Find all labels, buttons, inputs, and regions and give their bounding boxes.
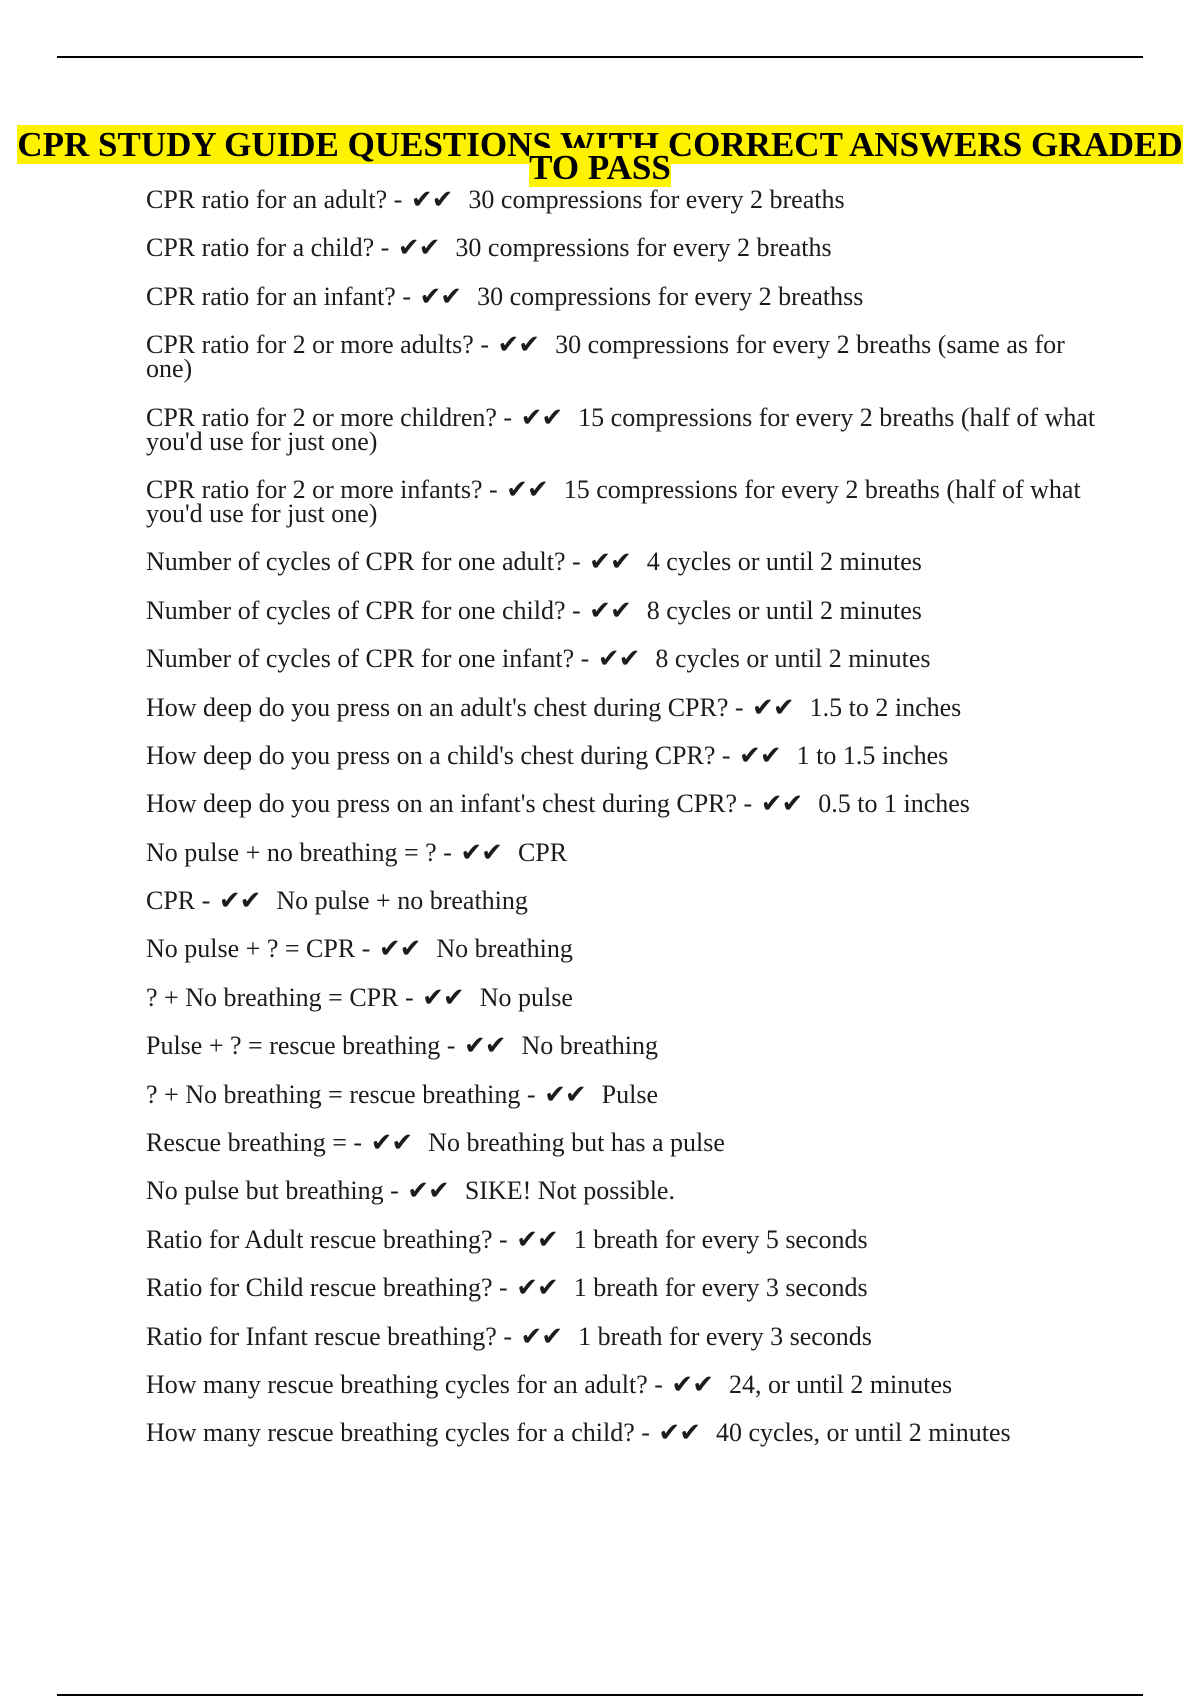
double-check-icon: ✔✔ bbox=[671, 1369, 713, 1399]
qa-item bbox=[146, 1273, 1096, 1303]
question-text: CPR ratio for a child? - bbox=[146, 233, 390, 263]
answer-text: 1 breath for every 3 seconds bbox=[578, 1321, 872, 1351]
qa-item bbox=[146, 1418, 1096, 1448]
qa-item bbox=[146, 330, 1096, 384]
page-title bbox=[0, 125, 1200, 187]
double-check-icon: ✔✔ bbox=[410, 185, 453, 214]
question-text: No pulse + no breathing = ? - bbox=[146, 837, 452, 867]
qa-item bbox=[146, 1369, 1096, 1399]
qa-item bbox=[146, 595, 1096, 625]
question-text: CPR ratio for 2 or more infants? - bbox=[146, 474, 498, 504]
qa-item bbox=[146, 1079, 1096, 1109]
double-check-icon: ✔✔ bbox=[760, 789, 803, 819]
double-check-icon: ✔✔ bbox=[422, 982, 464, 1012]
question-text: Ratio for Adult rescue breathing? - bbox=[146, 1224, 508, 1254]
answer-text: 40 cycles, or until 2 minutes bbox=[715, 1418, 1011, 1448]
qa-item bbox=[146, 644, 1096, 674]
double-check-icon: ✔✔ bbox=[460, 837, 502, 867]
top-rule bbox=[57, 56, 1143, 58]
page-title-text: CPR STUDY GUIDE QUESTIONS WITH CORRECT ANSWERS GRADED TO PASS bbox=[17, 125, 1183, 187]
qa-item bbox=[146, 1128, 1096, 1158]
double-check-icon: ✔✔ bbox=[516, 1224, 558, 1254]
double-check-icon: ✔✔ bbox=[463, 1031, 506, 1061]
question-text: How many rescue breathing cycles for a child? - bbox=[146, 1418, 650, 1448]
double-check-icon: ✔✔ bbox=[589, 595, 631, 625]
answer-text: No breathing bbox=[436, 934, 573, 964]
answer-text: No breathing bbox=[521, 1031, 658, 1061]
answer-text: 1 breath for every 5 seconds bbox=[573, 1224, 868, 1254]
double-check-icon: ✔✔ bbox=[497, 330, 540, 360]
question-text: No pulse + ? = CPR - bbox=[146, 934, 371, 964]
qa-item bbox=[146, 547, 1096, 577]
double-check-icon: ✔✔ bbox=[544, 1079, 586, 1109]
double-check-icon: ✔✔ bbox=[506, 474, 548, 504]
answer-text: No breathing but has a pulse bbox=[428, 1128, 725, 1158]
qa-item bbox=[146, 886, 1096, 916]
answer-text: No pulse bbox=[479, 982, 573, 1012]
qa-item bbox=[146, 402, 1096, 456]
qa-item bbox=[146, 185, 1096, 214]
qa-item bbox=[146, 1321, 1096, 1351]
answer-text: SIKE! Not possible. bbox=[464, 1176, 675, 1206]
double-check-icon: ✔✔ bbox=[520, 1321, 563, 1351]
question-text: CPR - bbox=[146, 886, 211, 916]
qa-item bbox=[146, 1224, 1096, 1254]
answer-text: 1 breath for every 3 seconds bbox=[573, 1273, 868, 1303]
answer-text: 15 compressions for every 2 breaths (half of what you'd use for just one) bbox=[146, 474, 1081, 528]
question-text: ? + No breathing = rescue breathing - bbox=[146, 1079, 536, 1109]
double-check-icon: ✔✔ bbox=[397, 233, 440, 263]
question-text: CPR ratio for 2 or more children? - bbox=[146, 402, 513, 432]
question-text: How deep do you press on an infant's chest during CPR? - bbox=[146, 789, 753, 819]
double-check-icon: ✔✔ bbox=[658, 1418, 700, 1448]
double-check-icon: ✔✔ bbox=[520, 402, 563, 432]
qa-item bbox=[146, 233, 1096, 263]
question-text: How many rescue breathing cycles for an adult? - bbox=[146, 1369, 663, 1399]
qa-item bbox=[146, 789, 1096, 819]
answer-text: Pulse bbox=[601, 1079, 658, 1109]
question-text: Pulse + ? = rescue breathing - bbox=[146, 1031, 456, 1061]
question-text: How deep do you press on a child's chest during CPR? - bbox=[146, 740, 731, 770]
answer-text: No pulse + no breathing bbox=[276, 886, 528, 916]
qa-item bbox=[146, 474, 1096, 528]
answer-text: 0.5 to 1 inches bbox=[818, 789, 970, 819]
answer-text: 1 to 1.5 inches bbox=[796, 740, 949, 770]
answer-text: 24, or until 2 minutes bbox=[728, 1369, 953, 1399]
answer-text: 30 compressions for every 2 breathss bbox=[477, 281, 864, 311]
answer-text: 4 cycles or until 2 minutes bbox=[646, 547, 922, 577]
question-text: Number of cycles of CPR for one child? - bbox=[146, 595, 581, 625]
qa-item bbox=[146, 1176, 1096, 1206]
bottom-rule bbox=[57, 1694, 1143, 1696]
double-check-icon: ✔✔ bbox=[378, 934, 421, 964]
question-text: How deep do you press on an adult's chest during CPR? - bbox=[146, 692, 744, 722]
answer-text: 15 compressions for every 2 breaths (half of what you'd use for just one) bbox=[146, 402, 1096, 456]
question-text: Number of cycles of CPR for one adult? - bbox=[146, 547, 581, 577]
answer-text: 30 compressions for every 2 breaths bbox=[468, 185, 845, 214]
double-check-icon: ✔✔ bbox=[370, 1128, 413, 1158]
question-text: Number of cycles of CPR for one infant? - bbox=[146, 644, 590, 674]
question-text: CPR ratio for an infant? - bbox=[146, 281, 411, 311]
double-check-icon: ✔✔ bbox=[739, 740, 781, 770]
double-check-icon: ✔✔ bbox=[752, 692, 794, 722]
double-check-icon: ✔✔ bbox=[597, 644, 640, 674]
double-check-icon: ✔✔ bbox=[516, 1273, 558, 1303]
answer-text: 30 compressions for every 2 breaths bbox=[455, 233, 832, 263]
double-check-icon: ✔✔ bbox=[218, 886, 261, 916]
question-text: CPR ratio for an adult? - bbox=[146, 185, 403, 214]
question-text: Rescue breathing = - bbox=[146, 1128, 363, 1158]
qa-item bbox=[146, 740, 1096, 770]
double-check-icon: ✔✔ bbox=[407, 1176, 449, 1206]
qa-list bbox=[146, 185, 1096, 1470]
answer-text: CPR bbox=[517, 837, 568, 867]
answer-text: 8 cycles or until 2 minutes bbox=[655, 644, 931, 674]
question-text: ? + No breathing = CPR - bbox=[146, 982, 414, 1012]
qa-item bbox=[146, 982, 1096, 1012]
qa-item bbox=[146, 281, 1096, 311]
answer-text: 30 compressions for every 2 breaths (same as for one) bbox=[146, 330, 1065, 384]
qa-item bbox=[146, 1031, 1096, 1061]
double-check-icon: ✔✔ bbox=[589, 547, 631, 577]
answer-text: 8 cycles or until 2 minutes bbox=[646, 595, 922, 625]
qa-item bbox=[146, 692, 1096, 722]
double-check-icon: ✔✔ bbox=[419, 281, 462, 311]
question-text: Ratio for Child rescue breathing? - bbox=[146, 1273, 508, 1303]
qa-item bbox=[146, 934, 1096, 964]
answer-text: 1.5 to 2 inches bbox=[809, 692, 962, 722]
question-text: Ratio for Infant rescue breathing? - bbox=[146, 1321, 513, 1351]
question-text: No pulse but breathing - bbox=[146, 1176, 399, 1206]
question-text: CPR ratio for 2 or more adults? - bbox=[146, 330, 489, 360]
qa-item bbox=[146, 837, 1096, 867]
